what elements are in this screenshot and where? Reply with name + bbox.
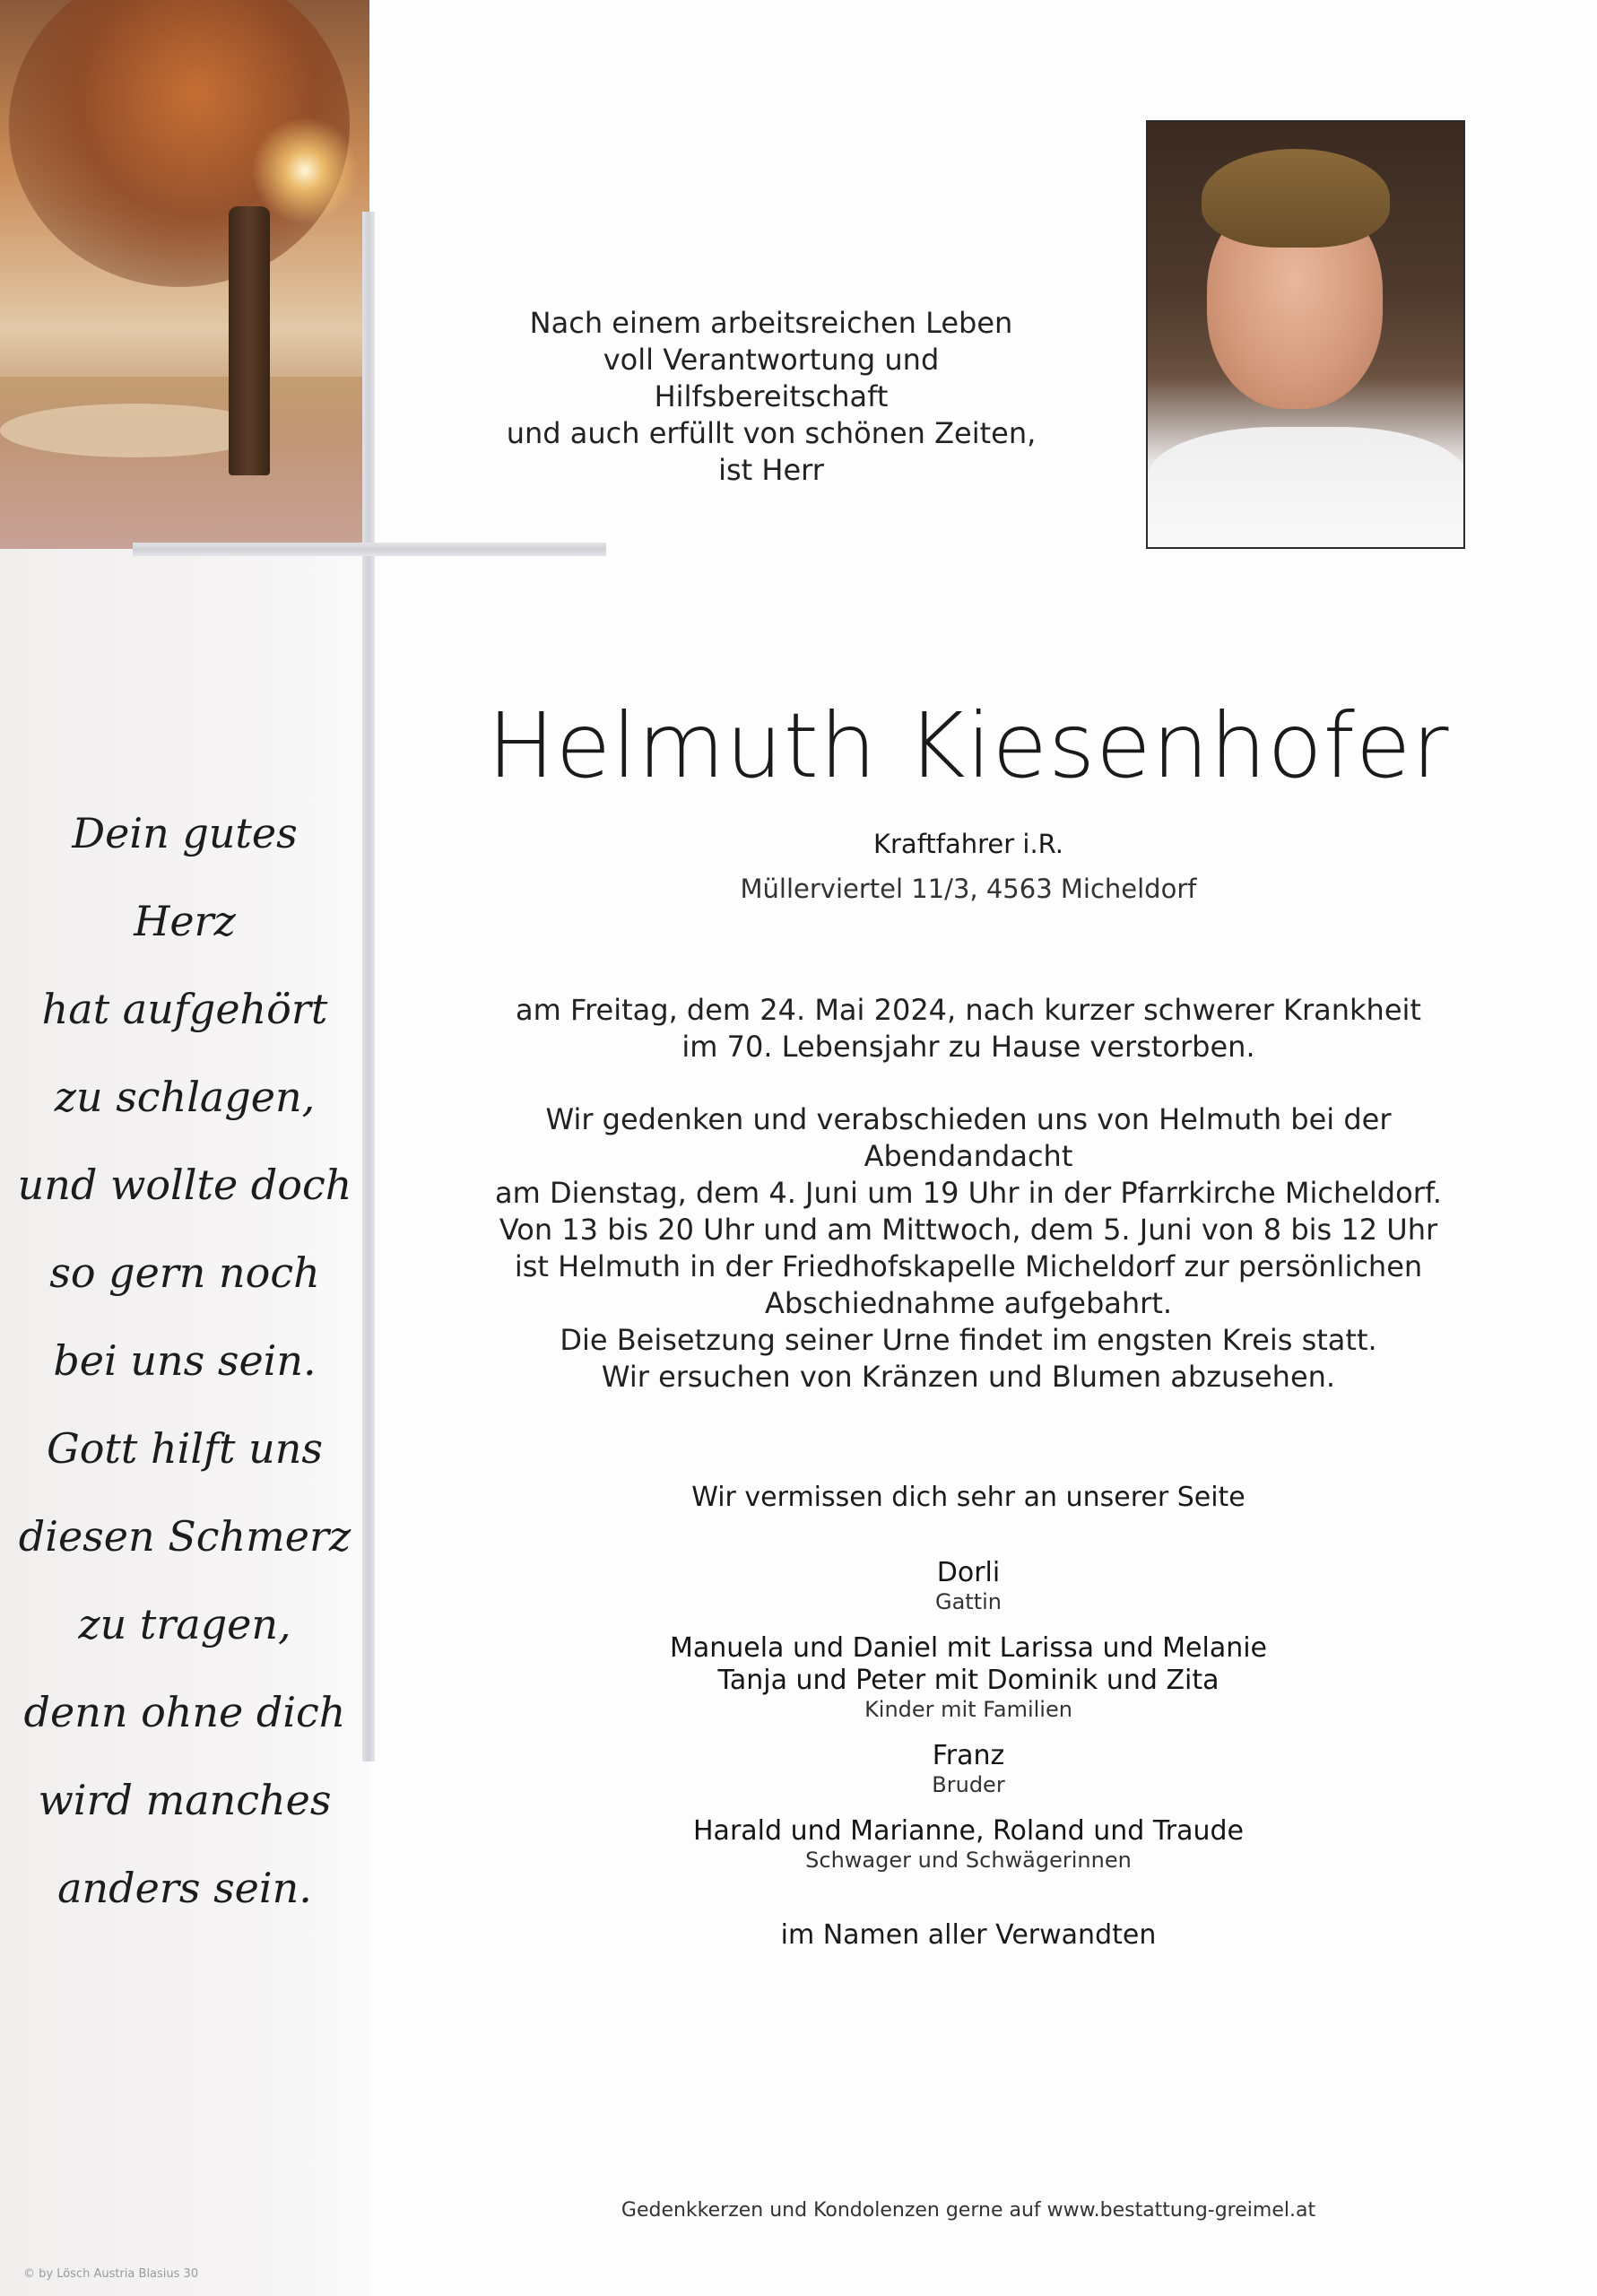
ceremony-line: ist Helmuth in der Friedhofskapelle Micheldorf zur persönlichen [514, 1249, 1423, 1283]
ceremony-line: Von 13 bis 20 Uhr und am Mittwoch, dem 5. Juni von 8 bis 12 Uhr [499, 1213, 1438, 1247]
poem-line: diesen Schmerz [18, 1512, 352, 1561]
cross-horizontal-bar [133, 543, 606, 556]
family-relation: Gattin [934, 1589, 1002, 1614]
poem-line: so gern noch [49, 1248, 320, 1297]
poem-line: und wollte doch [17, 1161, 352, 1209]
family-relation: Kinder mit Familien [864, 1697, 1072, 1722]
poem-line: wird manches [38, 1776, 332, 1824]
family-group-in-laws [466, 1815, 1471, 1873]
deceased-occupation: Kraftfahrer i.R. [872, 829, 1064, 859]
autumn-tree-photo [0, 0, 369, 549]
mourners-heading: Wir vermissen dich sehr an unserer Seite [691, 1482, 1245, 1513]
portrait-hair [1202, 149, 1390, 248]
footer [466, 2199, 1471, 2222]
poem-line: denn ohne dich [23, 1688, 346, 1736]
portrait-shirt [1148, 427, 1465, 549]
poem [0, 789, 369, 1932]
family-names: Dorli [936, 1557, 1001, 1588]
intro-line: und auch erfüllt von schönen Zeiten, [506, 416, 1037, 450]
intro-line: Nach einem arbeitsreichen Leben [529, 306, 1013, 340]
poem-line: Dein gutes [72, 809, 298, 857]
death-line: am Freitag, dem 24. Mai 2024, nach kurzer schwerer Krankheit [516, 993, 1421, 1027]
sun [251, 117, 359, 224]
death-notice [448, 992, 1489, 1065]
poem-line: hat aufgehört [41, 985, 328, 1033]
family-names: Harald und Marianne, Roland und Traude [693, 1815, 1244, 1847]
poem-line: anders sein. [57, 1864, 312, 1912]
poem-line: zu schlagen, [54, 1073, 316, 1121]
copyright-credit: © by Lösch Austria Blasius 30 [23, 2267, 199, 2281]
intro-line: ist Herr [718, 453, 824, 487]
family-group-children [466, 1632, 1471, 1722]
ceremony-notice [448, 1101, 1489, 1322]
website-link[interactable]: www.bestattung-greimel.at [1046, 2199, 1316, 2222]
death-line: im 70. Lebensjahr zu Hause verstorben. [681, 1030, 1255, 1064]
burial-line: Wir ersuchen von Kränzen und Blumen abzusehen. [601, 1360, 1336, 1394]
intro-line: voll Verantwortung und Hilfsbereitschaft [603, 343, 940, 413]
family-names: Tanja und Peter mit Dominik und Zita [717, 1665, 1219, 1696]
family-names: Franz [932, 1740, 1005, 1771]
ceremony-line: am Dienstag, dem 4. Juni um 19 Uhr in der Pfarrkirche Micheldorf. [495, 1176, 1442, 1210]
deceased-name: Helmuth Kiesenhofer [487, 693, 1450, 798]
ceremony-line: Abschiednahme aufgebahrt. [764, 1286, 1173, 1320]
family-group-spouse [466, 1557, 1471, 1614]
family-relation: Schwager und Schwägerinnen [805, 1848, 1132, 1873]
portrait-photo [1146, 120, 1465, 549]
deceased-address: Müllerviertel 11/3, 4563 Micheldorf [740, 874, 1197, 904]
poem-line: zu tragen, [78, 1600, 291, 1648]
closing-line: im Namen aller Verwandten [780, 1919, 1157, 1951]
family-group-brother [466, 1740, 1471, 1797]
ceremony-line: Wir gedenken und verabschieden uns von Helmuth bei der Abendandacht [545, 1102, 1392, 1173]
footer-text: Gedenkkerzen und Kondolenzen gerne auf [621, 2199, 1041, 2222]
poem-line: Gott hilft uns [46, 1424, 324, 1473]
family-names: Manuela und Daniel mit Larissa und Melanie [669, 1632, 1268, 1664]
intro-text [502, 305, 1040, 489]
poem-line: Herz [134, 897, 236, 945]
burial-line: Die Beisetzung seiner Urne findet im engsten Kreis statt. [560, 1323, 1377, 1357]
tree-trunk [229, 206, 270, 475]
burial-notice [448, 1322, 1489, 1396]
meadow [0, 377, 369, 549]
poem-line: bei uns sein. [53, 1336, 317, 1385]
family-relation: Bruder [932, 1772, 1005, 1797]
